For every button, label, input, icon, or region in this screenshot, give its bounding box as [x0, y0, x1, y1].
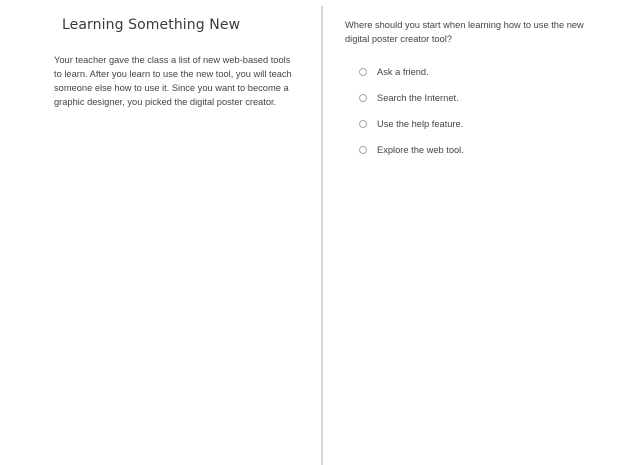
passage-title: Learning Something New	[62, 17, 241, 33]
passage-panel	[54, 14, 300, 109]
radio-button-icon[interactable]	[359, 120, 367, 128]
option-label[interactable]: Search the Internet.	[377, 93, 459, 103]
answer-options	[345, 59, 595, 163]
answer-option-explore-tool[interactable]	[345, 137, 595, 163]
radio-button-icon[interactable]	[359, 94, 367, 102]
answer-option-search-internet[interactable]	[345, 85, 595, 111]
radio-button-icon[interactable]	[359, 68, 367, 76]
option-label[interactable]: Explore the web tool.	[377, 145, 464, 155]
panel-divider	[321, 6, 323, 465]
answer-option-ask-friend[interactable]	[345, 59, 595, 85]
radio-button-icon[interactable]	[359, 146, 367, 154]
option-label[interactable]: Use the help feature.	[377, 119, 464, 129]
passage-text: Your teacher gave the class a list of new web-based tools to learn. After you learn to use the new tool, you will teach someone else how to use it. Since you want to become a graphic designer, you picked the digital poster creator.	[54, 55, 292, 107]
option-label[interactable]: Ask a friend.	[377, 67, 429, 77]
answer-option-help-feature[interactable]	[345, 111, 595, 137]
question-panel	[345, 18, 595, 163]
question-text: Where should you start when learning how to use the new digital poster creator tool?	[345, 20, 584, 44]
